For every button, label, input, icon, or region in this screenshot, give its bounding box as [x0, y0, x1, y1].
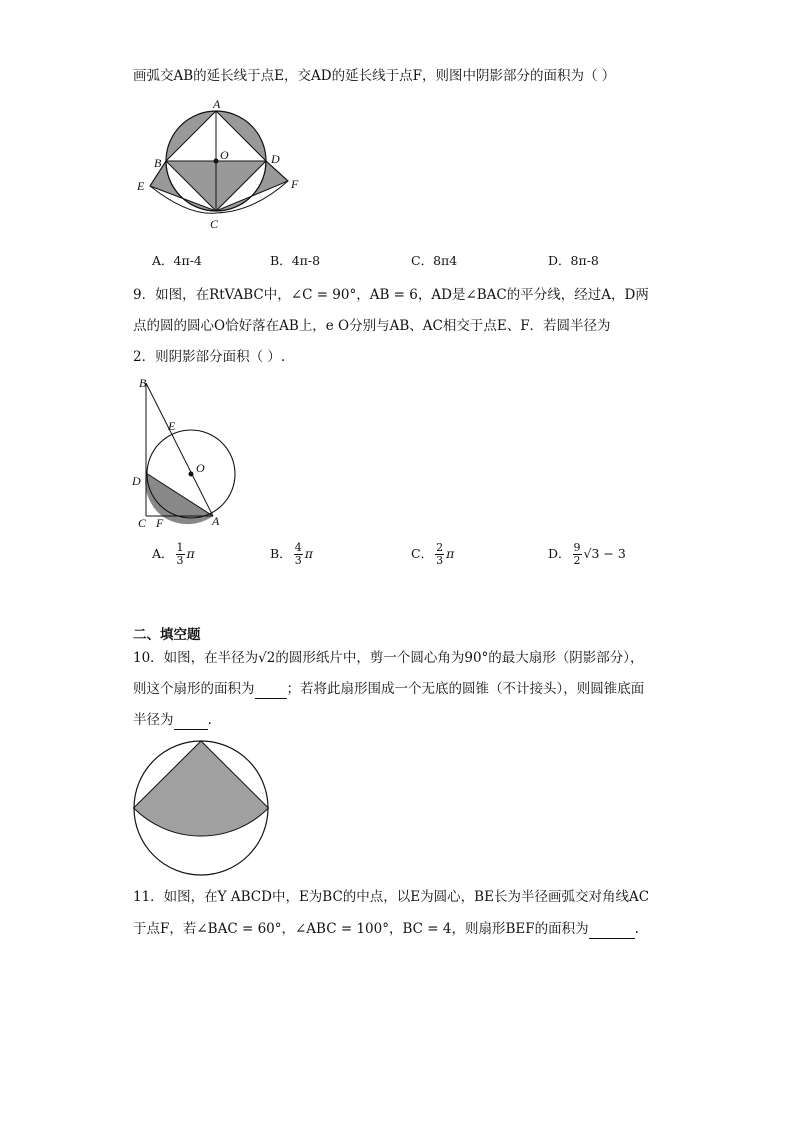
q9-line-3: 2．则阴影部分面积（ ）.	[133, 349, 286, 365]
q9-label-f: F	[156, 516, 164, 530]
q8-option-a[interactable]: A．4π-4	[152, 253, 202, 268]
q11-answer-blank[interactable]	[589, 920, 635, 939]
q9-label-o: O	[196, 461, 205, 475]
q10-line-1: 10．如图，在半径为√2的圆形纸片中，剪一个圆心角为90°的最大扇形（阴影部分），	[133, 650, 644, 666]
q10-line-3-start: 半径为	[133, 712, 174, 728]
q10-line-2-end: ；若将此扇形围成一个无底的圆锥（不计接头），则圆锥底面	[286, 681, 645, 697]
q9-option-c[interactable]: C． $\frac{2}{3}$ π	[411, 541, 455, 567]
q11-line-2-end: .	[634, 921, 639, 937]
section-title-fill-in: 二、填空题	[133, 627, 201, 643]
q10-line-3-end: .	[207, 712, 212, 728]
q8-label-a: A	[213, 98, 221, 111]
q10-answer-blank-1[interactable]	[255, 680, 287, 699]
q9-option-b[interactable]: B． $\frac{4}{3}$ π	[270, 541, 313, 567]
q9-line-1: 9．如图，在RtVABC中，∠C = 90°，AB = 6，AD是∠BAC的平分线，经过A，D两	[133, 287, 649, 303]
q9-figure	[128, 375, 258, 530]
q8-label-b: B	[154, 156, 162, 170]
q10-answer-blank-2[interactable]	[174, 711, 208, 730]
q8-label-d: D	[271, 152, 280, 166]
q8-label-e: E	[137, 179, 145, 193]
q10-line-3	[133, 711, 212, 730]
q9-label-e: E	[168, 419, 176, 433]
q11-line-2	[133, 920, 639, 939]
q11-line-2-start: 于点F，若∠BAC = 60°，∠ABC = 100°，BC = 4，则扇形BEF的面积为	[133, 921, 589, 937]
q9-option-a[interactable]: A． $\frac{1}{3}$ π	[152, 541, 195, 567]
q9-label-d: D	[132, 474, 141, 488]
q8-label-c: C	[210, 217, 219, 231]
q11-line-1: 11．如图，在Y ABCD中，E为BC的中点，以E为圆心，BE长为半径画弧交对角线AC	[133, 889, 650, 905]
q8-option-b[interactable]: B．4π-8	[270, 253, 321, 268]
q8-label-o: O	[220, 148, 229, 162]
q8-stem: 画弧交AB的延长线于点E，交AD的延长线于点F，则图中阴影部分的面积为（ ）	[133, 68, 616, 84]
q8-figure	[128, 98, 308, 233]
q8-option-c[interactable]: C．8π4	[411, 253, 458, 268]
q9-line-2: 点的圆的圆心O恰好落在AB上，e O分别与AB、AC相交于点E、F．若圆半径为	[133, 318, 611, 334]
q9-label-b: B	[139, 376, 147, 390]
q8-label-f: F	[291, 177, 299, 191]
q10-figure	[131, 739, 271, 879]
q10-line-2-start: 则这个扇形的面积为	[133, 681, 255, 697]
q9-label-c: C	[138, 516, 147, 530]
q8-option-d[interactable]: D．8π-8	[548, 253, 599, 268]
q10-line-2	[133, 680, 644, 699]
q9-label-a: A	[212, 514, 220, 528]
q9-option-d[interactable]: D． $\frac{9}{2}$ √3 − 3	[548, 541, 626, 567]
